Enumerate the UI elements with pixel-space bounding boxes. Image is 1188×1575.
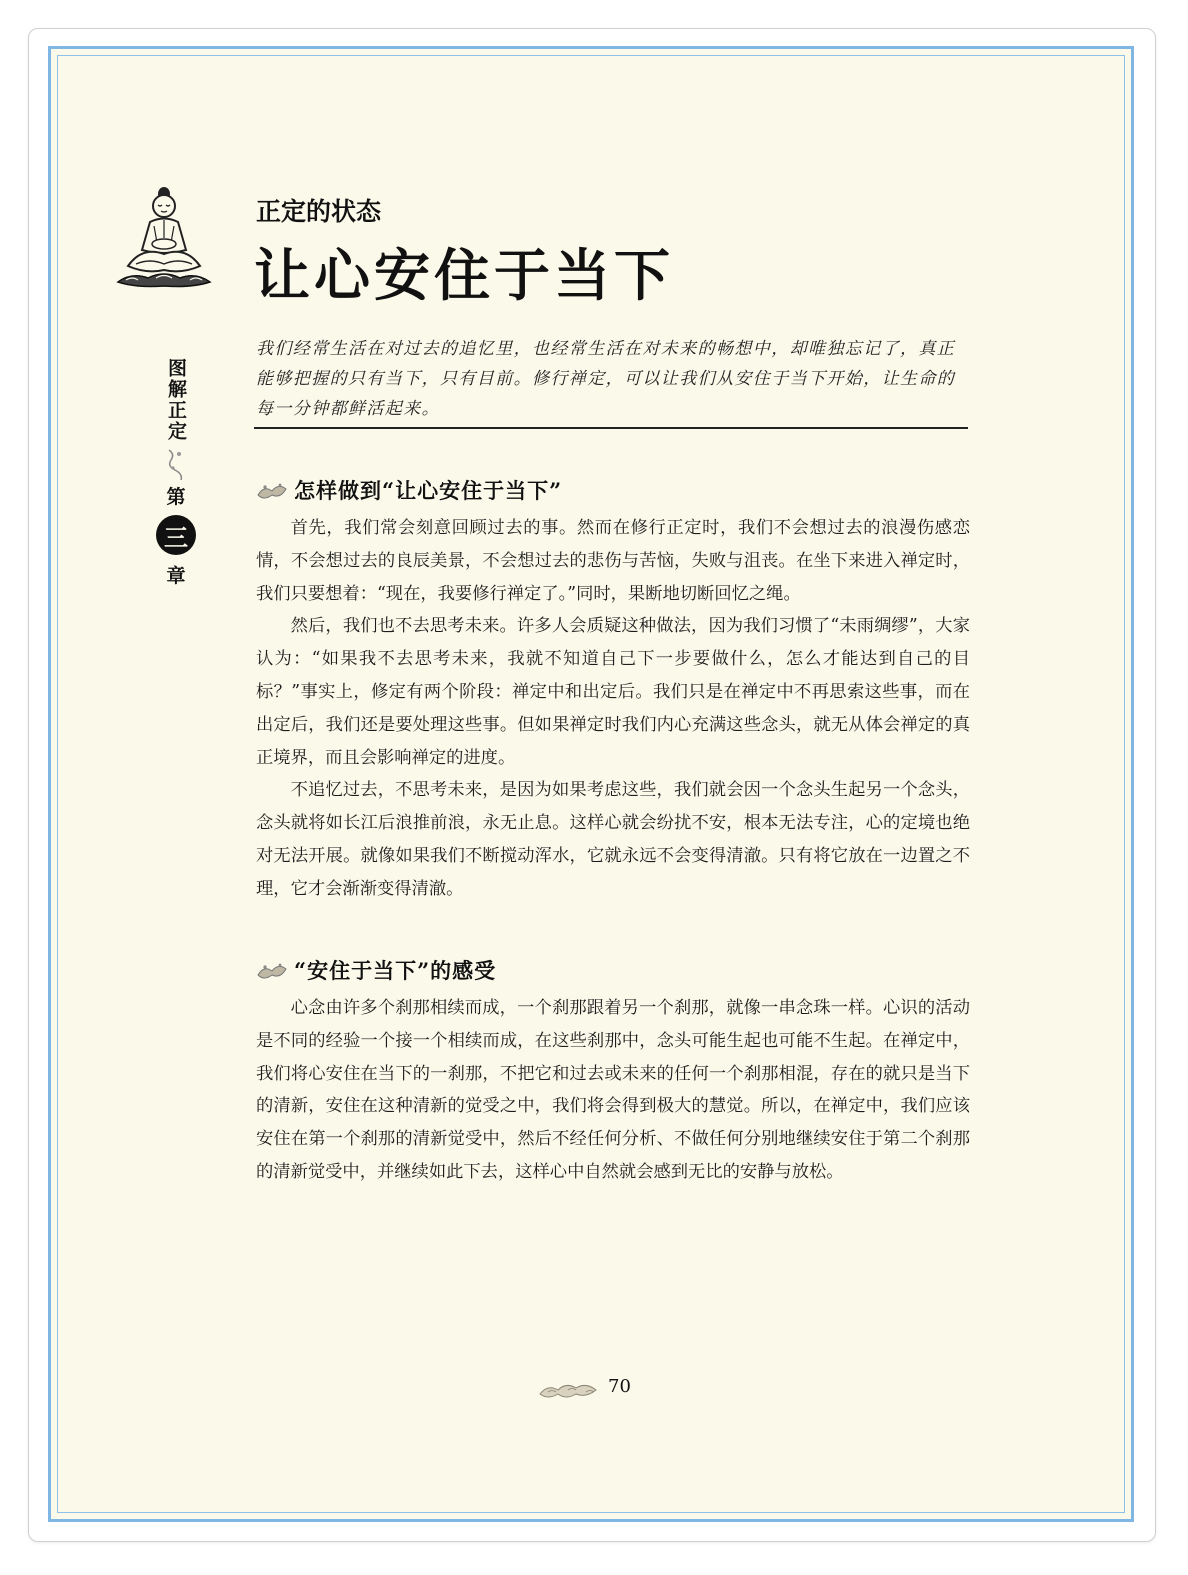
section-heading-2 [256, 954, 970, 986]
page-number: 70 [608, 1376, 631, 1397]
section-kicker: 正定的状态 [256, 197, 382, 226]
section-heading-text: “安住于当下”的感受 [294, 958, 497, 983]
lotus-ornament-icon [256, 959, 290, 981]
buddha-figure-icon [112, 182, 216, 294]
section-heading-1 [256, 474, 970, 506]
book-name-vertical: 图解正定 [165, 358, 187, 442]
section-body-2 [256, 992, 970, 1189]
chapter-side-tab [156, 358, 196, 588]
page-footer [538, 1374, 638, 1410]
lotus-ornament-icon [256, 479, 290, 501]
body-paragraph: 不追忆过去，不思考未来，是因为如果考虑这些，我们就会因一个念头生起另一个念头，念头就将如长江后浪推前浪，永无止息。这样心就会纷扰不安，根本无法专注，心的定境也绝对无法开展。就像如果我们不断搅动浑水，它就永远不会变得清澈。只有将它放在一边置之不理，它才会渐渐变得清澈。 [256, 780, 970, 899]
cloud-footer-ornament-icon [538, 1380, 606, 1402]
section-body-1 [256, 512, 970, 906]
section-heading-text: 怎样做到“让心安住于当下” [294, 478, 563, 503]
chapter-suffix: 章 [166, 565, 186, 587]
chapter-number-badge: 三 [156, 515, 196, 555]
body-paragraph: 然后，我们也不去思考未来。许多人会质疑这种做法，因为我们习惯了“未雨绸缪”，大家认为：“如果我不去思考未来，我就不知道自己下一步要做什么，怎么才能达到自己的目标？”事实上，修定有两个阶段：禅定中和出定后。我们只是在禅定中不再思索这些事，而在出定后，我们还是要处理这些事。但如果禅定时我们内心充满这些念头，就无从体会禅定的真正境界，而且会影响禅定的进度。 [256, 616, 970, 768]
body-paragraph: 心念由许多个刹那相续而成，一个刹那跟着另一个刹那，就像一串念珠一样。心识的活动是不同的经验一个接一个相续而成，在这些刹那中，念头可能生起也可能不生起。在禅定中，我们将心安住在当下的一刹那，不把它和过去或未来的任何一个刹那相混，存在的就只是当下的清新，安住在这种清新的觉受之中，我们将会得到极大的慧觉。所以，在禅定中，我们应该安住在第一个刹那的清新觉受中，然后不经任何分析、不做任何分别地继续安住于第二个刹那的清新觉受中，并继续如此下去，这样心中自然就会感到无比的安静与放松。 [256, 998, 970, 1182]
cloud-ornament-icon [165, 444, 187, 480]
intro-paragraph: 我们经常生活在对过去的追忆里，也经常生活在对未来的畅想中，却唯独忘记了，真正能够把握的只有当下，只有目前。修行禅定，可以让我们从安住于当下开始，让生命的每一分钟都鲜活起来。 [256, 339, 956, 419]
body-paragraph: 首先，我们常会刻意回顾过去的事。然而在修行正定时，我们不会想过去的浪漫伤感恋情，不会想过去的良辰美景，不会想过去的悲伤与苦恼，失败与沮丧。在坐下来进入禅定时，我们只要想着：“现在，我要修行禅定了。”同时，果断地切断回忆之绳。 [256, 518, 970, 604]
page-title: 让心安住于当下 [254, 243, 674, 309]
header-divider [254, 427, 968, 429]
chapter-prefix: 第 [166, 486, 186, 508]
